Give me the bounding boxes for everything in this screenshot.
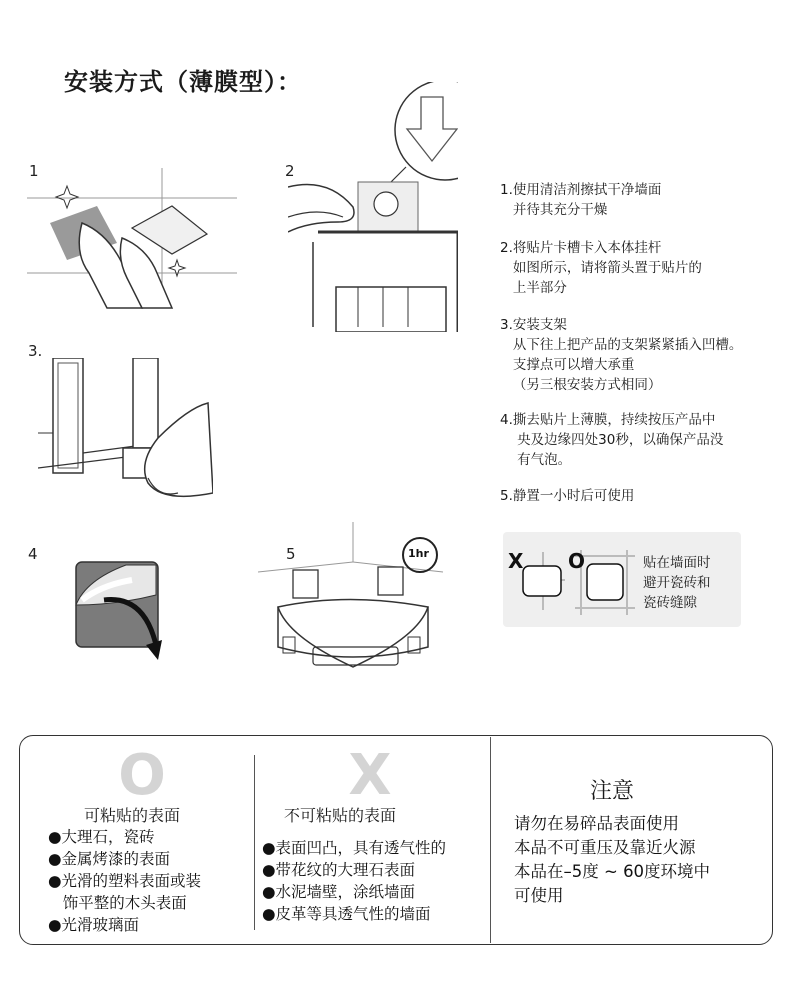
tip-x-mark: X	[508, 549, 524, 573]
step-2-illustration	[288, 82, 458, 332]
instruction-4: 4.撕去贴片上薄膜，持续按压产品中 央及边缘四处30秒，以确保产品没 有气泡。	[500, 412, 724, 468]
instruction-5: 5.静置一小时后可使用	[500, 488, 635, 504]
note-heading: 注意	[590, 779, 635, 804]
ng-list	[262, 837, 446, 925]
ok-item: ●金属烤漆的表面	[48, 850, 171, 868]
ok-list	[48, 826, 201, 936]
ng-item: ●带花纹的大理石表面	[262, 861, 416, 879]
step-5-number: 5	[286, 545, 296, 563]
instruction-1: 1.使用清洁剂擦拭干净墙面 并待其充分干燥	[500, 182, 662, 218]
tip-o-mark: O	[568, 549, 586, 573]
note-list	[514, 812, 710, 908]
ng-item: ●水泥墙壁，涂纸墙面	[262, 883, 416, 901]
step-4-illustration	[74, 560, 166, 662]
ng-heading: 不可粘贴的表面	[284, 806, 397, 825]
ok-item: ●大理石，瓷砖	[48, 828, 155, 846]
step-3-number: 3.	[28, 342, 43, 360]
step-4-number: 4	[28, 545, 38, 563]
ng-item: ●皮革等具透气性的墙面	[262, 905, 431, 923]
note-item: 本品在–5度 ~ 60度环境中	[514, 862, 711, 881]
instruction-3: 3.安装支架 从下往上把产品的支架紧紧插入凹槽。 支撑点可以增大承重 （另三根安装方式相同）	[500, 317, 743, 393]
step-1-number: 1	[29, 162, 39, 180]
ok-mark: O	[118, 743, 166, 808]
timer-label: 1hr	[408, 547, 429, 560]
ok-heading: 可粘贴的表面	[84, 806, 181, 825]
panel-divider-1	[254, 755, 255, 930]
step-3-illustration	[38, 358, 213, 508]
panel-divider-2	[490, 737, 491, 943]
tip-text: 贴在墙面时 避开瓷砖和 瓷砖缝隙	[643, 555, 711, 611]
ng-item: ●表面凹凸，具有透气性的	[262, 839, 447, 857]
instruction-2: 2.将贴片卡槽卡入本体挂杆 如图所示，请将箭头置于贴片的 上半部分	[500, 240, 702, 296]
note-item: 可使用	[514, 886, 564, 905]
ok-item: 饰平整的木头表面	[48, 894, 187, 912]
ok-item: ●光滑玻璃面	[48, 916, 140, 934]
page-title: 安装方式（薄膜型）：	[64, 68, 302, 96]
note-item: 本品不可重压及靠近火源	[514, 838, 696, 857]
step-2-number: 2	[285, 162, 295, 180]
step-1-illustration	[22, 168, 252, 313]
note-item: 请勿在易碎品表面使用	[514, 814, 679, 833]
ok-item: ●光滑的塑料表面或装	[48, 872, 202, 890]
ng-mark: X	[348, 743, 392, 808]
